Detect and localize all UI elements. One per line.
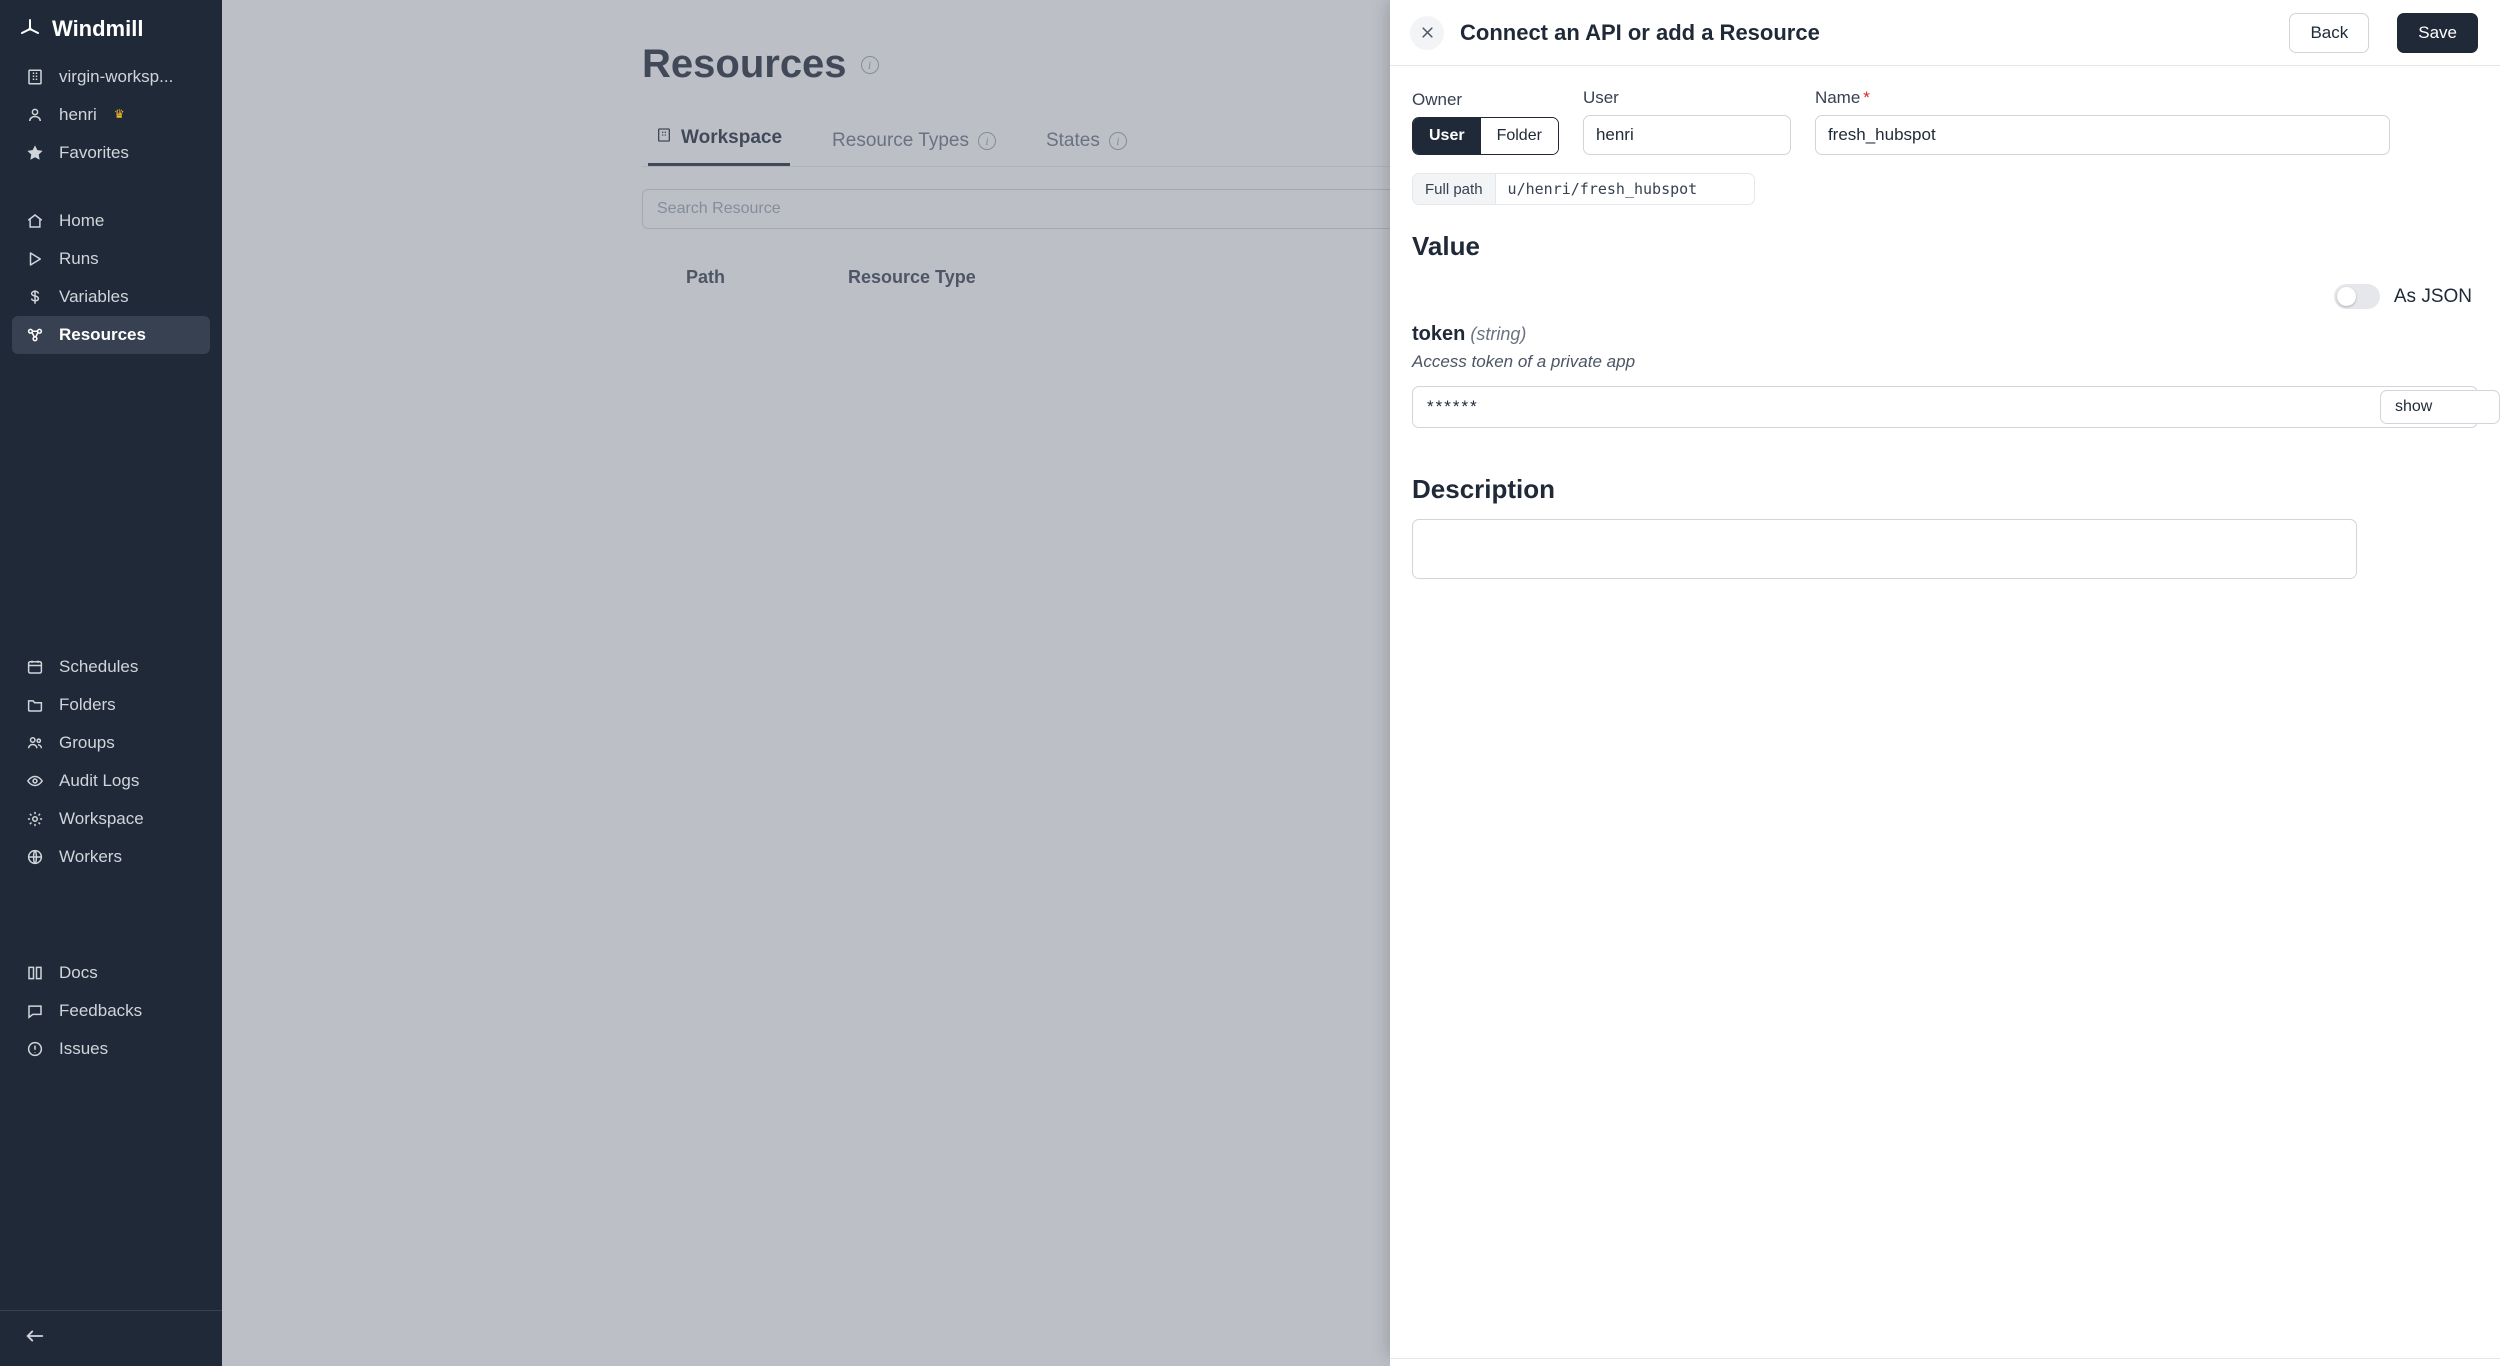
sidebar-nav-main [0,200,222,356]
sidebar-item-docs[interactable] [12,954,210,992]
user-field [1583,88,1791,155]
dollar-icon [24,286,46,308]
eye-icon [24,770,46,792]
owner-user-name-row [1412,88,2478,155]
drawer-header [1390,0,2500,66]
sidebar-item-label-variables: Variables [59,286,129,306]
sidebar-item-schedules[interactable] [12,648,210,686]
name-input[interactable]: fresh_hubspot [1815,115,2390,155]
full-path-value: u/henri/fresh_hubspot [1496,174,1710,204]
token-input[interactable]: ****** [1412,386,2478,428]
sidebar-item-label-groups: Groups [59,732,115,752]
sidebar-user-label: henri [59,104,97,124]
sidebar-item-resources[interactable] [12,316,210,354]
owner-option-user[interactable]: User [1413,118,1481,154]
sidebar-item-workspace-settings[interactable] [12,800,210,838]
user-icon [24,104,46,126]
sidebar-spacer [0,1070,222,1310]
owner-label: Owner [1412,90,1463,109]
brand-label: Windmill [52,16,144,41]
modal-overlay[interactable] [222,0,1390,1366]
sidebar-item-label-workspace: Workspace [59,808,144,828]
sidebar-item-home[interactable] [12,202,210,240]
token-input-row [1412,386,2478,428]
drawer-title: Connect an API or add a Resource [1460,19,1820,45]
property-type: (string) [1470,324,1527,344]
groups-icon [24,732,46,754]
tab-label-states: States [1045,130,1100,151]
drawer-body [1390,66,2500,1358]
close-icon[interactable] [1410,16,1444,50]
column-header-path: Path [686,267,726,287]
sidebar-item-label-runs: Runs [59,248,99,268]
resources-icon [24,324,46,346]
sidebar-collapse-row[interactable] [0,1310,222,1366]
property-token-header [1412,323,2478,346]
sidebar-nav-help [0,952,222,1070]
sidebar-item-label-docs: Docs [59,962,98,982]
drawer-footer [1390,1358,2500,1366]
as-json-label: As JSON [2393,285,2472,307]
sidebar-item-label-resources: Resources [59,324,146,344]
sidebar-item-workers[interactable] [12,838,210,876]
sidebar-item-label-home: Home [59,210,105,230]
sidebar-favorites-label: Favorites [59,142,129,162]
name-label [1815,88,2390,108]
star-icon [24,142,46,164]
property-name: token [1412,323,1466,345]
tab-label-workspace: Workspace [681,127,783,148]
as-json-row [1412,284,2478,309]
sidebar-item-workspace-selector[interactable] [12,58,210,96]
description-textarea[interactable] [1412,519,2357,579]
chat-icon [24,1000,46,1022]
owner-field [1412,90,1559,155]
page-title: Resources [642,42,847,86]
building-icon [24,66,46,88]
info-icon[interactable]: i [861,56,879,74]
back-button[interactable]: Back [2289,13,2369,53]
gear-icon [24,808,46,830]
info-icon[interactable]: i [1109,132,1127,150]
sidebar-item-label-feedbacks: Feedbacks [59,1000,143,1020]
folder-icon [24,694,46,716]
save-button[interactable]: Save [2397,13,2478,53]
resource-drawer [1390,0,2500,1358]
show-password-button[interactable]: show [2380,390,2500,424]
sidebar-item-audit-logs[interactable] [12,762,210,800]
sidebar-item-label-audit-logs: Audit Logs [59,770,140,790]
workers-icon [24,846,46,868]
search-placeholder: Search Resource [657,200,781,217]
owner-segmented-control [1412,117,1559,155]
home-icon [24,210,46,232]
sidebar-divider-2 [0,356,222,646]
owner-option-folder[interactable]: Folder [1481,118,1558,154]
sidebar-item-label-workers: Workers [59,846,122,866]
sidebar-item-label-folders: Folders [59,694,116,714]
name-label-text: Name [1814,88,1861,107]
full-path-display [1412,173,1755,205]
calendar-icon [24,656,46,678]
description-section-title: Description [1412,474,1556,504]
user-input[interactable]: henri [1583,115,1791,155]
sidebar-workspace-label: virgin-worksp... [59,66,174,86]
as-json-toggle[interactable] [2334,284,2380,309]
sidebar-item-issues[interactable] [12,1030,210,1068]
sidebar-divider-1 [0,174,222,200]
windmill-icon [18,17,42,41]
sidebar [0,0,222,1366]
name-field [1815,88,2390,155]
property-description: Access token of a private app [1412,352,1636,371]
sidebar-item-feedbacks[interactable] [12,992,210,1030]
sidebar-item-user[interactable] [12,96,210,134]
info-icon[interactable]: i [978,132,996,150]
collapse-arrow-icon[interactable] [24,1334,46,1351]
brand-logo[interactable] [0,0,222,56]
sidebar-item-groups[interactable] [12,724,210,762]
book-icon [24,962,46,984]
sidebar-item-runs[interactable] [12,240,210,278]
required-marker: * [1863,88,1870,107]
sidebar-divider-3 [0,878,222,952]
tab-label-resource-types: Resource Types [832,130,969,151]
full-path-label: Full path [1413,174,1496,204]
column-header-resource-type: Resource Type [848,267,976,287]
sidebar-item-label-schedules: Schedules [59,656,139,676]
sidebar-item-folders[interactable] [12,686,210,724]
sidebar-nav-admin [0,646,222,878]
user-label: User [1582,88,1619,107]
alert-icon [24,1038,46,1060]
sidebar-workspace-block [0,56,222,174]
sidebar-item-favorites[interactable] [12,134,210,172]
play-icon [24,248,46,270]
crown-icon: ♛ [113,107,125,122]
sidebar-item-label-issues: Issues [59,1038,109,1058]
sidebar-item-variables[interactable] [12,278,210,316]
value-section-title: Value [1412,231,1480,261]
toggle-knob [2337,287,2356,306]
